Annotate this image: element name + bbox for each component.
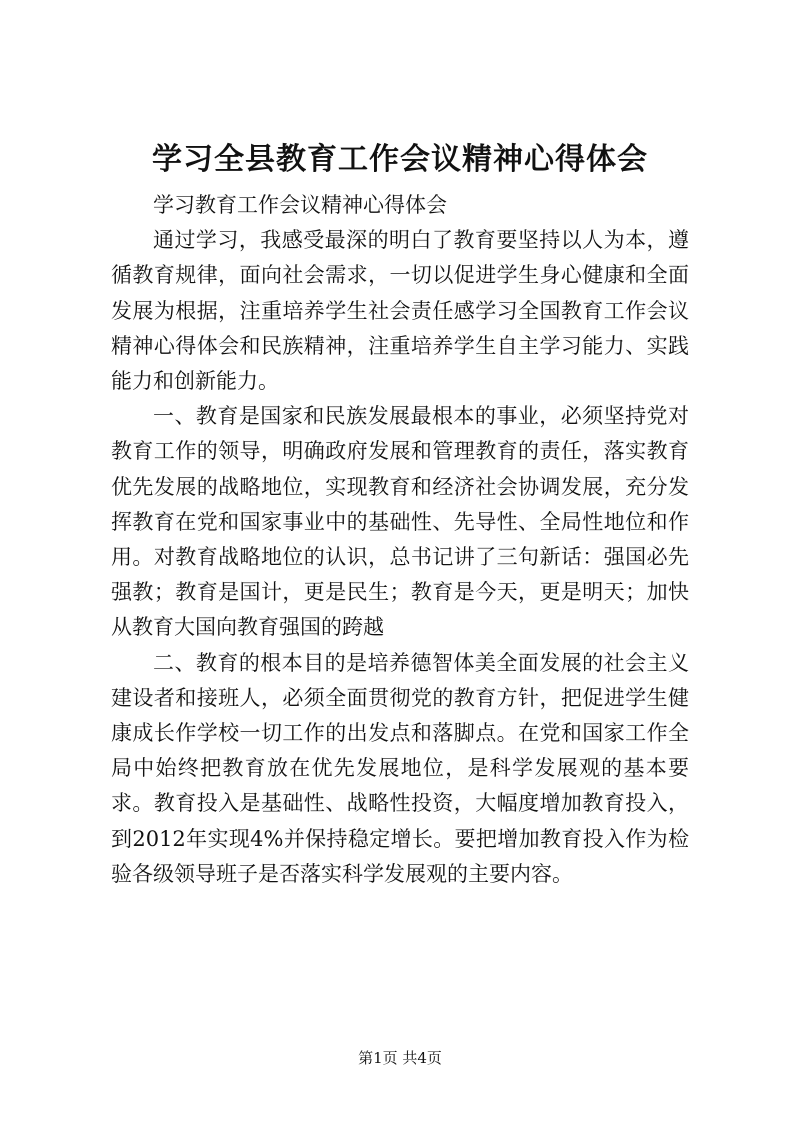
body-paragraph: 通过学习，我感受最深的明白了教育要坚持以人为本，遵循教育规律，面向社会需求，一切以促进学生身心健康和全面发展为根据，注重培养学生社会责任感学习全国教育工作会议精神心得体会和民族精神，注重培养学生自主学习能力、实践能力和创新能力。	[111, 228, 689, 394]
body-paragraph: 二、教育的根本目的是培养德智体美全面发展的社会主义建设者和接班人，必须全面贯彻党的教育方针，把促进学生健康成长作学校一切工作的出发点和落脚点。在党和国家工作全局中始终把教育放在优先发展地位，是科学发展观的基本要求。教育投入是基础性、战略性投资，大幅度增加教育投入，到2012年实现4%并保持稳定增长。要把增加教育投入作为检验各级领导班子是否落实科学发展观的主要内容。	[111, 650, 689, 886]
subtitle-paragraph: 学习教育工作会议精神心得体会	[153, 193, 447, 217]
document-title: 学习全县教育工作会议精神心得体会	[152, 142, 648, 177]
body-paragraph: 一、教育是国家和民族发展最根本的事业，必须坚持党对教育工作的领导，明确政府发展和管理教育的责任，落实教育优先发展的战略地位，实现教育和经济社会协调发展，充分发挥教育在党和国家事业中的基础性、先导性、全局性地位和作用。对教育战略地位的认识，总书记讲了三句新话：强国必先强教；教育是国计，更是民生；教育是今天，更是明天；加快从教育大国向教育强国的跨越	[111, 404, 689, 640]
page-number-footer: 第1页 共4页	[358, 1049, 442, 1067]
document-body	[111, 188, 689, 892]
